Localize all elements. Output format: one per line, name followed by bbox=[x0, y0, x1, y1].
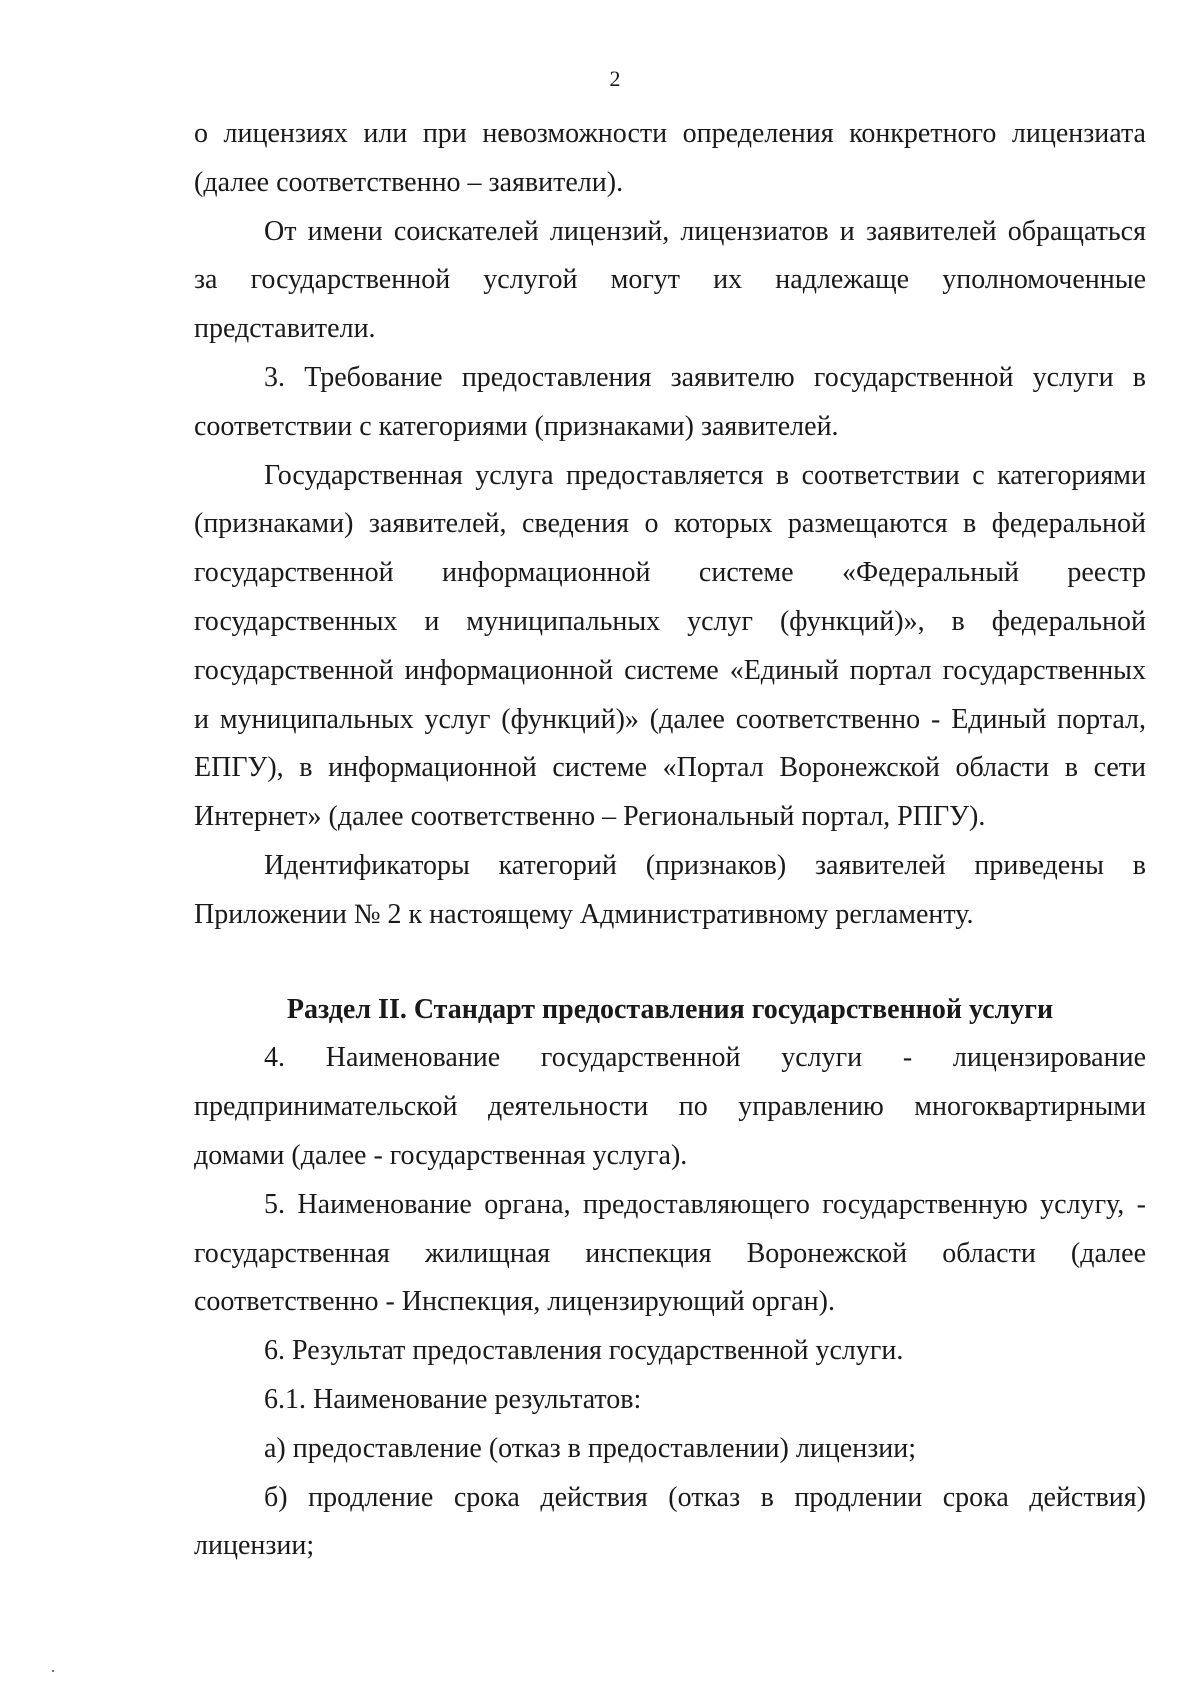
paragraph-item-5: 5. Наименование органа, предоставляющего государственную услугу, - государственная жилищная инспекция Воронежской области (далее соответственно - Инспекция, лицензирующий орган). bbox=[194, 1188, 1146, 1318]
scan-speck bbox=[52, 1670, 54, 1672]
document-body bbox=[194, 110, 1146, 1571]
paragraph-item-6-1: 6.1. Наименование результатов: bbox=[264, 1383, 642, 1415]
paragraph-item-6: 6. Результат предоставления государственной услуги. bbox=[264, 1335, 904, 1367]
paragraph-service-categories: Государственная услуга предоставляется в соответствии с категориями (признаками) заявителей, сведения о которых размещаются в федеральной государственной информационной системе «Федеральный реестр государственных и муниципальных услуг (функций)», в федеральной государственной информационной системе «Единый портал государственных и муниципальных услуг (функций)» (далее соответственно - Единый портал, ЕПГУ), в информационной системе «Портал Воронежской области в сети Интернет» (далее соответственно – Региональный портал, РПГУ). bbox=[194, 459, 1146, 833]
paragraph-applicants-continued: о лицензиях или при невозможности определения конкретного лицензиата (далее соответственно – заявители). bbox=[194, 118, 1146, 198]
paragraph-identifiers: Идентификаторы категорий (признаков) заявителей приведены в Приложении № 2 к настоящему Административному регламенту. bbox=[194, 849, 1146, 930]
paragraph-item-b: б) продление срока действия (отказ в продлении срока действия) лицензии; bbox=[194, 1481, 1146, 1562]
paragraph-item-3: 3. Требование предоставления заявителю государственной услуги в соответствии с категориями (признаками) заявителей. bbox=[194, 361, 1146, 442]
page-number: 2 bbox=[609, 66, 621, 91]
paragraph-item-a: а) предоставление (отказ в предоставлении) лицензии; bbox=[264, 1432, 917, 1464]
section-heading: Раздел II. Стандарт предоставления государственной услуги bbox=[286, 993, 1054, 1025]
paragraph-item-4: 4. Наименование государственной услуги - лицензирование предпринимательской деятельности по управлению многоквартирными домами (далее - государственная услуга). bbox=[194, 1042, 1146, 1171]
paragraph-representatives: От имени соискателей лицензий, лицензиатов и заявителей обращаться за государственной услугой могут их надлежаще уполномоченные представители. bbox=[194, 215, 1146, 345]
